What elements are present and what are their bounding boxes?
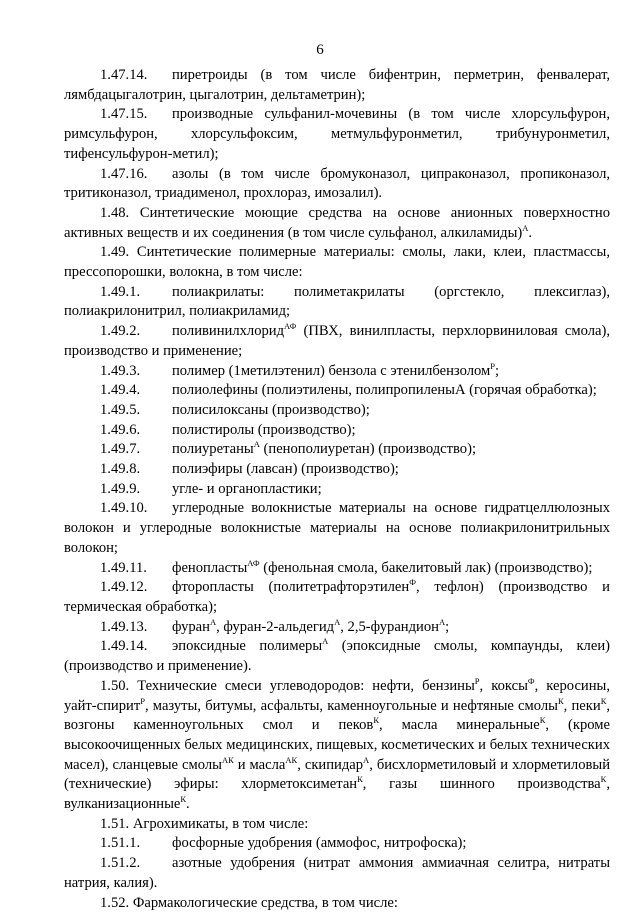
superscript-mark: К: [357, 774, 363, 785]
entry-text: , фуран-2-альдегид: [216, 618, 335, 635]
entry-text: угле- и органопластики;: [172, 480, 322, 497]
entry-text: , вулканизационные: [64, 776, 610, 813]
document-body: [64, 66, 610, 913]
entry-text: .: [528, 224, 533, 241]
list-item: [64, 637, 610, 676]
list-item: [64, 66, 610, 105]
item-number: 1.49.2.: [100, 323, 141, 340]
entry-text: 1.49. Синтетические полимерные материалы: смолы, лаки, клеи, пластмассы, прессопорошки, волокна, в том числе:: [64, 244, 610, 281]
item-number: 1.49.7.: [100, 441, 141, 458]
superscript-mark: А: [209, 616, 217, 627]
superscript-mark: К: [600, 774, 607, 785]
superscript-mark: АК: [221, 754, 234, 765]
entry-text: фуран: [172, 618, 210, 635]
superscript-mark: Р: [490, 360, 495, 371]
item-number: 1.51.1.: [100, 835, 141, 852]
superscript-mark: А: [363, 754, 370, 765]
entry-text: , тефлон) (производство и термическая обработка);: [64, 579, 610, 615]
section-paragraph: [64, 204, 610, 243]
entry-text: , коксы: [479, 677, 528, 694]
superscript-mark: АФ: [284, 321, 297, 332]
entry-text: , газы шинного производства: [362, 776, 601, 793]
list-item: [64, 440, 610, 460]
superscript-mark: К: [180, 794, 187, 805]
superscript-mark: АФ: [247, 557, 260, 568]
entry-text: , бисхлорметиловый и хлорметиловый (технические) эфиры: хлорметоксиметан: [64, 756, 611, 793]
entry-text: , возгоны каменноугольных смол и пеков: [64, 697, 611, 734]
list-item: [64, 322, 610, 361]
section-paragraph: [64, 894, 610, 913]
entry-text: полистиролы (производство);: [172, 421, 356, 438]
list-item: [64, 165, 610, 204]
entry-text: 1.48. Синтетические моющие средства на основе анионных поверхностно активных веществ и их соединения (в том числе сульфанол, алкиламиды): [64, 204, 610, 241]
item-number: 1.49.10.: [100, 500, 148, 517]
entry-text: полимер (1метилэтенил) бензола с этенилбензолом: [172, 362, 491, 379]
entry-text: производные сульфанил-мочевины (в том числе хлорсульфурон, римсульфурон, хлорсульфоксим, метмульфуронметил, трибунуронметил, тифенсульфурон-метил);: [64, 106, 610, 162]
list-item: [64, 362, 610, 382]
item-number: 1.49.6.: [100, 421, 141, 438]
entry-text: фосфорные удобрения (аммофос, нитрофоска);: [172, 835, 467, 852]
entry-text: , пеки: [563, 697, 601, 714]
item-number: 1.49.9.: [100, 480, 141, 497]
entry-text: 1.50. Технические смеси углеводородов: нефти, бензины: [100, 677, 475, 694]
entry-text: азотные удобрения (нитрат аммония аммиачная селитра, нитраты натрия, калия).: [64, 855, 610, 891]
superscript-mark: А: [334, 616, 341, 627]
item-number: 1.49.13.: [100, 618, 148, 635]
entry-text: 1.52. Фармакологические средства, в том числе:: [100, 894, 398, 911]
item-number: 1.49.4.: [100, 382, 141, 399]
entry-text: полиэфиры (лавсан) (производство);: [172, 461, 399, 478]
page-number: 6: [316, 42, 324, 58]
list-item: [64, 854, 610, 893]
superscript-mark: А: [322, 636, 329, 647]
list-item: [64, 480, 610, 500]
list-item: [64, 381, 610, 401]
entry-text: , мазуты, битумы, асфальты, каменноугольные и нефтяные смолы: [144, 697, 558, 714]
list-item: [64, 283, 610, 322]
superscript-mark: А: [522, 222, 529, 233]
item-number: 1.47.14.: [100, 67, 148, 83]
entry-text: углеродные волокнистые материалы на основе гидратцеллюлозных волокон и углеродные волокнистые материалы на основе полиакрилонитрильных волокон;: [64, 500, 610, 556]
list-item: [64, 618, 610, 638]
list-item: [64, 559, 610, 579]
entry-text: ;: [494, 362, 500, 379]
entry-text: полиуретаны: [172, 441, 254, 458]
entry-text: , 2,5-фурандион: [340, 618, 439, 635]
entry-text: , (кроме высокоочищенных белых медицинских, пищевых, косметических и белых технических масел), сланцевые смолы: [64, 717, 610, 773]
item-number: 1.49.8.: [100, 461, 141, 478]
superscript-mark: К: [539, 715, 546, 726]
item-number: 1.49.12.: [100, 579, 148, 596]
superscript-mark: АК: [285, 754, 298, 765]
entry-text: .: [186, 796, 190, 813]
entry-text: , масла минеральные: [379, 717, 540, 734]
entry-text: 1.51. Агрохимикаты, в том числе:: [100, 815, 309, 832]
entry-text: (фенольная смола, бакелитовый лак) (производство);: [259, 559, 593, 576]
entry-text: фенопласты: [172, 559, 248, 576]
superscript-mark: Ф: [527, 675, 535, 686]
entry-text: (ПВХ, винилпласты, перхлорвиниловая смола), производство и применение;: [64, 323, 610, 359]
list-item: [64, 460, 610, 480]
superscript-mark: А: [438, 616, 446, 627]
list-item: [64, 401, 610, 421]
entry-text: ;: [445, 618, 450, 635]
superscript-mark: Р: [140, 695, 145, 706]
entry-text: полиакрилаты: полиметакрилаты (оргстекло, плексиглаз), полиакрилонитрил, полиакриламид;: [64, 283, 610, 320]
superscript-mark: Р: [474, 675, 480, 686]
list-item: [64, 834, 610, 854]
item-number: 1.47.15.: [100, 106, 148, 123]
item-number: 1.47.16.: [100, 165, 148, 182]
item-number: 1.49.5.: [100, 401, 141, 418]
list-item: [64, 499, 610, 558]
superscript-mark: Ф: [409, 577, 416, 588]
entry-text: полисилоксаны (производство);: [172, 401, 370, 418]
entry-text: поливинилхлорид: [172, 323, 285, 340]
section-paragraph: [64, 243, 610, 282]
entry-text: азолы (в том числе бромуконазол, ципраконазол, пропиконазол, тритиконазол, триадименол, прохлораз, имозалил).: [64, 165, 610, 202]
entry-text: полиолефины (полиэтилены, полипропиленыА (горячая обработка);: [172, 382, 597, 399]
entry-text: фторопласты (политетрафторэтилен: [172, 579, 410, 596]
entry-text: , скипидар: [297, 756, 364, 773]
section-paragraph: [64, 815, 610, 835]
superscript-mark: А: [253, 439, 260, 450]
section-paragraph: [64, 677, 610, 815]
item-number: 1.49.14.: [100, 638, 148, 655]
entry-text: эпоксидные полимеры: [172, 638, 323, 655]
list-item: [64, 105, 610, 164]
item-number: 1.51.2.: [100, 855, 141, 872]
superscript-mark: К: [557, 695, 564, 706]
entry-text: пиретроиды (в том числе бифентрин, перметрин, фенвалерат, лямбдацыгалотрин, цыгалотрин, дельтаметрин);: [64, 67, 610, 103]
list-item: [64, 578, 610, 617]
entry-text: , керосины, уайт-спирит: [64, 677, 610, 714]
list-item: [64, 421, 610, 441]
entry-text: (эпоксидные смолы, компаунды, клеи) (производство и применение).: [64, 638, 610, 675]
superscript-mark: К: [373, 715, 379, 726]
superscript-mark: К: [600, 695, 607, 706]
item-number: 1.49.11.: [100, 559, 147, 576]
entry-text: (пенополиуретан) (производство);: [259, 441, 476, 458]
entry-text: и масла: [233, 756, 286, 773]
item-number: 1.49.1.: [100, 283, 141, 300]
item-number: 1.49.3.: [100, 362, 141, 379]
